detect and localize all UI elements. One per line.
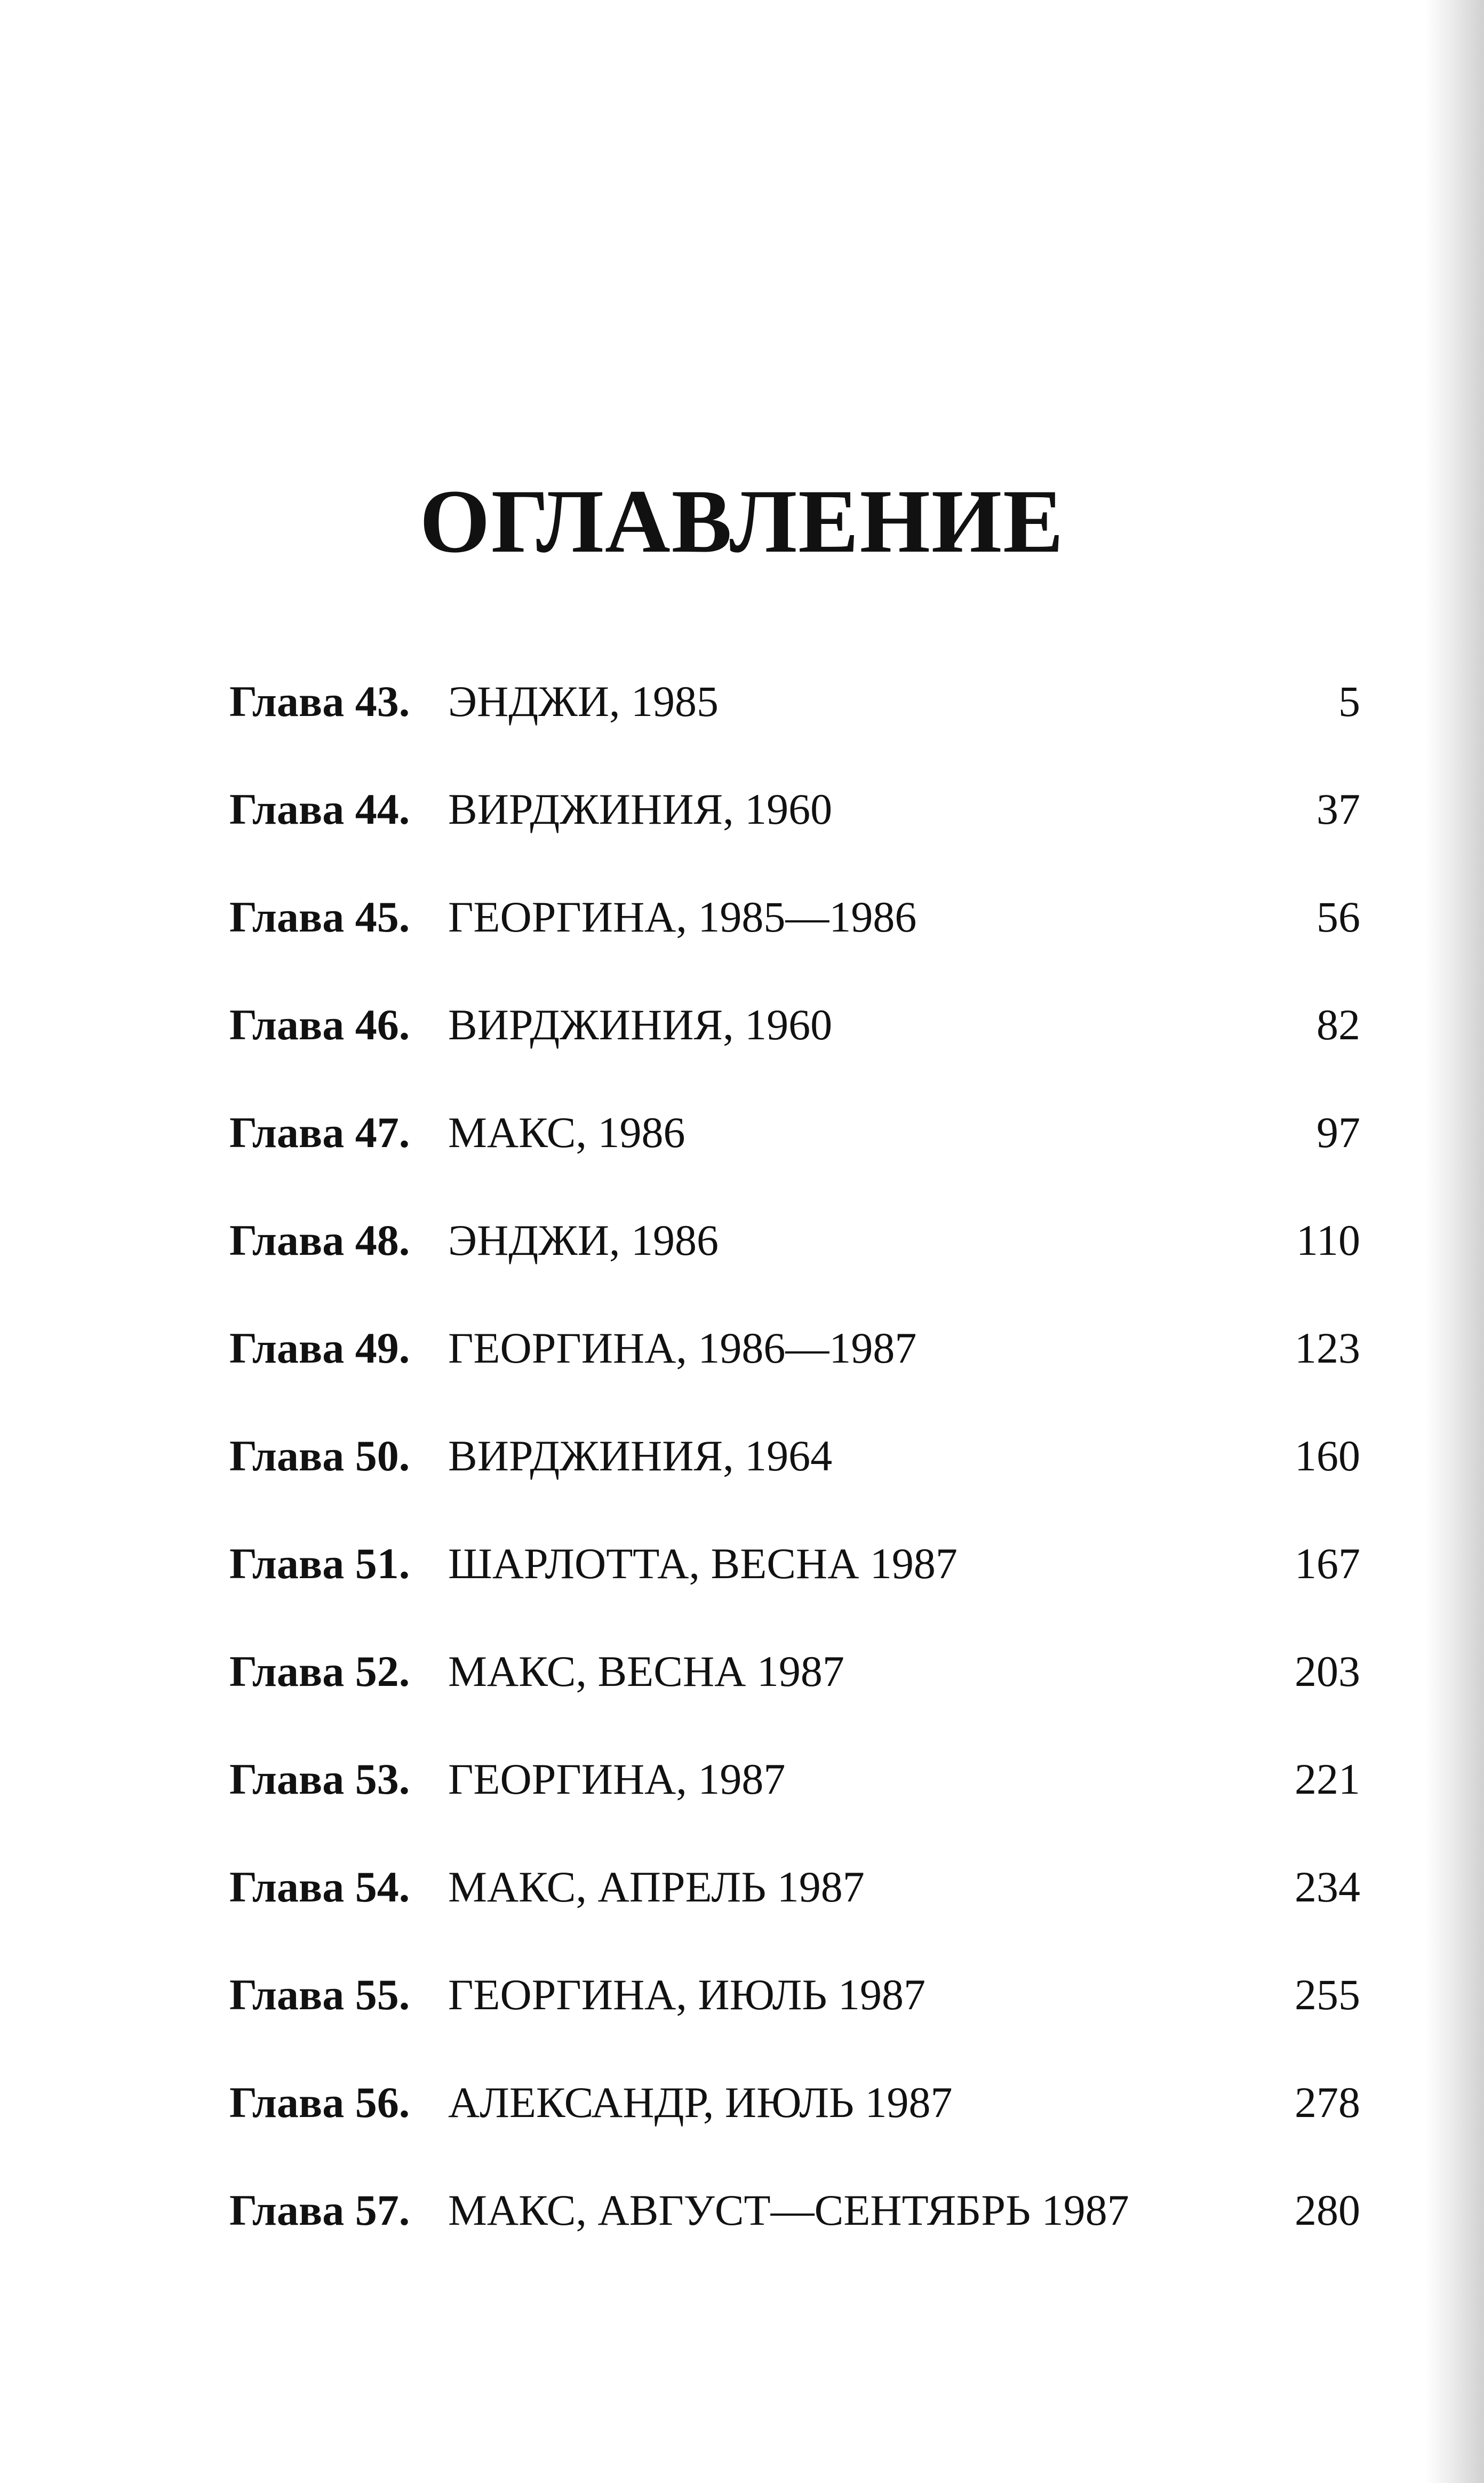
- chapter-label: Глава 49.: [229, 1324, 410, 1372]
- page-title: ОГЛАВЛЕНИЕ: [419, 471, 1065, 571]
- chapter-title: МАКС, АПРЕЛЬ 1987: [448, 1863, 865, 1911]
- toc-row: [229, 772, 1360, 880]
- toc-row: [229, 1419, 1360, 1526]
- chapter-title: ВИРДЖИНИЯ, 1964: [448, 1431, 833, 1480]
- chapter-title: ГЕОРГИНА, 1986—1987: [448, 1324, 917, 1372]
- chapter-label: Глава 48.: [229, 1216, 410, 1264]
- chapter-title: ШАРЛОТТА, ВЕСНА 1987: [448, 1539, 958, 1588]
- page-number: 82: [1317, 1000, 1360, 1049]
- chapter-title: АЛЕКСАНДР, ИЮЛЬ 1987: [448, 2078, 953, 2127]
- page-number: 97: [1317, 1108, 1360, 1157]
- page-number: 5: [1338, 677, 1360, 726]
- page-number: 255: [1295, 1970, 1360, 2019]
- chapter-title: ГЕОРГИНА, ИЮЛЬ 1987: [448, 1970, 925, 2019]
- chapter-label: Глава 46.: [229, 1000, 410, 1049]
- page-number: 160: [1295, 1431, 1360, 1480]
- chapter-title: ЭНДЖИ, 1986: [448, 1216, 719, 1264]
- chapter-title: МАКС, 1986: [448, 1108, 685, 1157]
- chapter-label: Глава 53.: [229, 1755, 410, 1803]
- chapter-title: ГЕОРГИНА, 1987: [448, 1755, 786, 1803]
- chapter-label: Глава 55.: [229, 1970, 410, 2019]
- toc-row: [229, 988, 1360, 1095]
- chapter-label: Глава 47.: [229, 1108, 410, 1157]
- toc-row: [229, 1634, 1360, 1742]
- chapter-label: Глава 43.: [229, 677, 410, 726]
- toc-row: [229, 2173, 1360, 2281]
- toc-row: [229, 1850, 1360, 1957]
- chapter-label: Глава 56.: [229, 2078, 410, 2127]
- chapter-label: Глава 50.: [229, 1431, 410, 1480]
- chapter-title: МАКС, АВГУСТ—СЕНТЯБРЬ 1987: [448, 2186, 1129, 2234]
- page-number: 167: [1295, 1539, 1360, 1588]
- page-number: 234: [1295, 1863, 1360, 1911]
- page-number: 110: [1296, 1216, 1360, 1264]
- chapter-label: Глава 54.: [229, 1863, 410, 1911]
- toc-row: [229, 1203, 1360, 1311]
- toc-row: [229, 1311, 1360, 1419]
- page-number: 203: [1295, 1647, 1360, 1696]
- toc-row: [229, 1742, 1360, 1850]
- chapter-title: ГЕОРГИНА, 1985—1986: [448, 893, 917, 941]
- page-number: 123: [1295, 1324, 1360, 1372]
- chapter-label: Глава 51.: [229, 1539, 410, 1588]
- chapter-title: ЭНДЖИ, 1985: [448, 677, 719, 726]
- chapter-label: Глава 44.: [229, 785, 410, 833]
- chapter-title: ВИРДЖИНИЯ, 1960: [448, 785, 833, 833]
- toc-row: [229, 880, 1360, 988]
- toc-row: [229, 1095, 1360, 1203]
- page-number: 280: [1295, 2186, 1360, 2234]
- toc-row: [229, 1957, 1360, 2065]
- chapter-title: МАКС, ВЕСНА 1987: [448, 1647, 844, 1696]
- chapter-label: Глава 57.: [229, 2186, 410, 2234]
- toc-row: [229, 664, 1360, 772]
- table-of-contents: [229, 664, 1360, 2281]
- page-number: 221: [1295, 1755, 1360, 1803]
- chapter-title: ВИРДЖИНИЯ, 1960: [448, 1000, 833, 1049]
- page-number: 278: [1295, 2078, 1360, 2127]
- page-number: 37: [1317, 785, 1360, 833]
- toc-row: [229, 2065, 1360, 2173]
- chapter-label: Глава 52.: [229, 1647, 410, 1696]
- page-edge-shadow: [1425, 0, 1484, 2483]
- page-number: 56: [1317, 893, 1360, 941]
- chapter-label: Глава 45.: [229, 893, 410, 941]
- toc-row: [229, 1526, 1360, 1634]
